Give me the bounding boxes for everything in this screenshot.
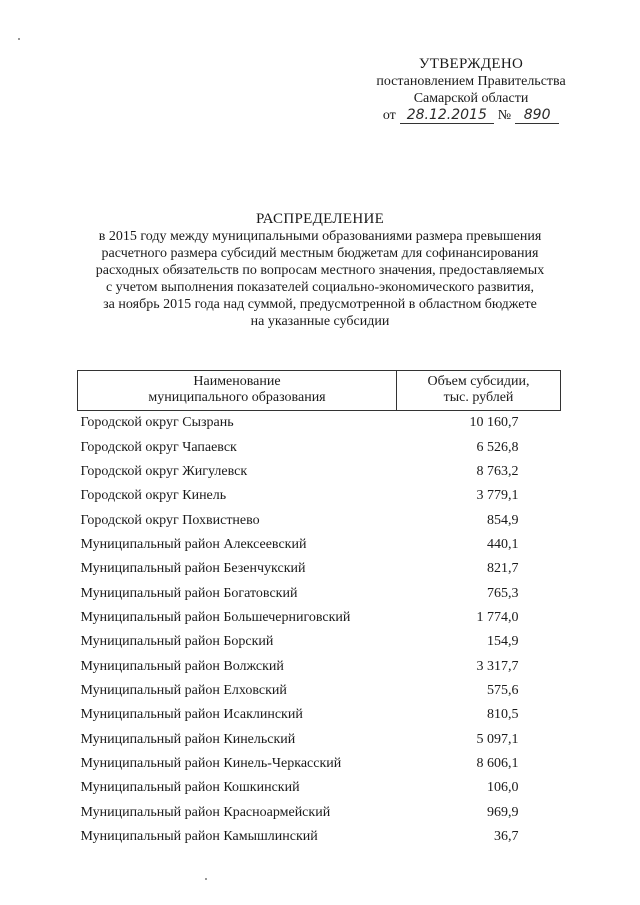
header-name-line-2: муниципального образования [148,390,326,405]
subsidy-value: 6 526,8 [476,439,519,455]
subsidy-value: 3 779,1 [476,488,519,504]
title-main: РАСПРЕДЕЛЕНИЕ [255,211,385,227]
subsidy-value: 969,9 [487,804,519,820]
subsidy-value: 5 097,1 [476,731,519,747]
approval-date-number-line [340,107,602,124]
table-header-row [78,371,561,411]
column-header-name [78,371,397,411]
handwritten-number: 890 [515,107,559,124]
header-value-line-1: Объем субсидии, [427,374,530,389]
title-line: расходных обязательств по вопросам местного значения, предоставляемых [95,263,545,278]
municipality-name: Муниципальный район Борский [80,634,274,650]
subsidy-value: 8 606,1 [476,755,519,771]
subsidy-value: 8 763,2 [476,463,519,479]
scan-speck [18,38,20,40]
distribution-table [77,370,561,849]
municipality-name: Муниципальный район Елховский [80,682,287,698]
table-row [78,825,561,849]
table-row [78,606,561,630]
header-name-line-1: Наименование [193,374,281,389]
municipality-name: Муниципальный район Исаклинский [80,707,303,723]
subsidy-value: 154,9 [487,634,519,650]
subsidy-value: 36,7 [494,829,519,845]
header-value-line-2: тыс. рублей [443,390,514,405]
municipality-name: Муниципальный район Волжский [80,658,284,674]
municipality-name: Городской округ Похвистнево [80,512,260,528]
title-line: на указанные субсидии [250,314,390,329]
approval-line-2: Самарской области [413,91,529,106]
handwritten-date: 28.12.2015 [400,107,494,124]
table-row [78,776,561,800]
municipality-name: Муниципальный район Кошкинский [80,780,300,796]
title-line: с учетом выполнения показателей социально-экономического развития, [105,280,535,295]
subsidy-value: 106,0 [487,780,519,796]
table-row [78,727,561,751]
municipality-name: Муниципальный район Красноармейский [80,804,331,820]
table-row [78,679,561,703]
approval-line-1: постановлением Правительства [376,74,566,89]
title-line: за ноябрь 2015 года над суммой, предусмотренной в областном бюджете [103,297,537,312]
municipality-name: Городской округ Кинель [80,488,227,504]
document-title [60,211,580,330]
table-row [78,460,561,484]
approval-block [340,56,602,124]
municipality-name: Муниципальный район Камышлинский [80,829,318,845]
column-header-value [397,371,561,411]
date-prefix: от [382,108,396,123]
table-row [78,801,561,825]
table-row [78,533,561,557]
subsidy-value: 1 774,0 [476,609,519,625]
table-row [78,508,561,532]
scan-speck [205,878,207,880]
table-row [78,484,561,508]
table-row [78,703,561,727]
subsidy-value: 440,1 [487,536,519,552]
table-row [78,752,561,776]
title-line: в 2015 году между муниципальными образованиями размера превышения [98,229,542,244]
municipality-name: Муниципальный район Алексеевский [80,536,307,552]
table-row [78,630,561,654]
subsidy-value: 821,7 [487,561,519,577]
municipality-name: Городской округ Жигулевск [80,463,248,479]
municipality-name: Муниципальный район Богатовский [80,585,298,601]
municipality-name: Городской округ Сызрань [80,415,234,431]
table-row [78,581,561,605]
subsidy-value: 854,9 [487,512,519,528]
municipality-name: Муниципальный район Кинельский [80,731,296,747]
approval-heading: УТВЕРЖДЕНО [418,56,524,72]
table-row [78,654,561,678]
municipality-name: Городской округ Чапаевск [80,439,237,455]
municipality-name: Муниципальный район Безенчукский [80,561,306,577]
table-row [78,411,561,436]
subsidy-value: 810,5 [487,707,519,723]
municipality-name: Муниципальный район Большечерниговский [80,609,351,625]
number-prefix: № [497,108,512,123]
subsidy-value: 575,6 [487,682,519,698]
municipality-name: Муниципальный район Кинель-Черкасский [80,755,342,771]
subsidy-value: 765,3 [487,585,519,601]
subsidy-value: 3 317,7 [476,658,519,674]
table-row [78,557,561,581]
title-line: расчетного размера субсидий местным бюджетам для софинансирования [101,246,539,261]
subsidy-value: 10 160,7 [469,415,519,431]
table-row [78,435,561,459]
